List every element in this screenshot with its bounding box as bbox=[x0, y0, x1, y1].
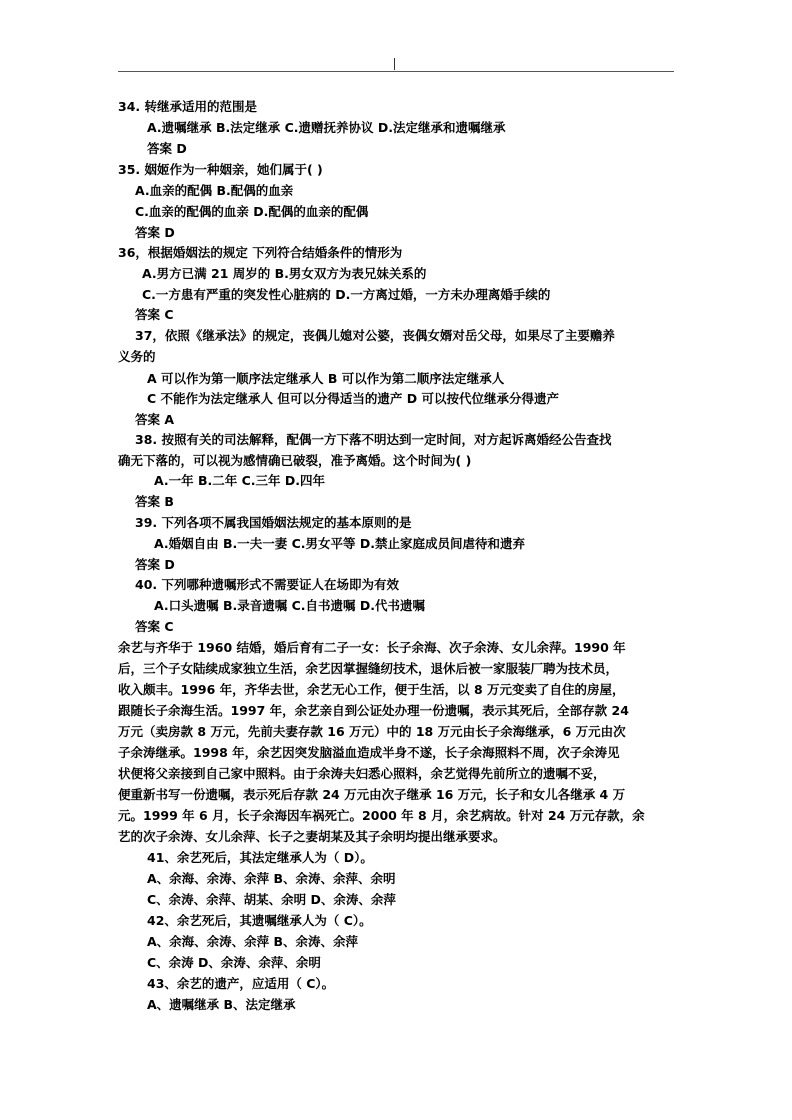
question-40: 40. 下列哪种遗嘱形式不需要证人在场即为有效 bbox=[135, 577, 399, 592]
question-39-options: A.婚姻自由 B.一夫一妻 C.男女平等 D.禁止家庭成员间虐待和遗弃 bbox=[154, 536, 526, 551]
question-34-options: A.遗嘱继承 B.法定继承 C.遗赠抚养协议 D.法定继承和遗嘱继承 bbox=[147, 120, 506, 135]
question-36-options-ab: A.男方已满 21 周岁的 B.男女双方为表兄妹关系的 bbox=[142, 266, 427, 281]
case-paragraph-line-8: 便重新书写一份遗嘱，表示死后存款 24 万元由次子继承 16 万元，长子和女儿各继承 4 万 bbox=[118, 787, 626, 802]
question-37-line-2: 义务的 bbox=[118, 349, 156, 364]
question-35-options-cd: C.血亲的配偶的血亲 D.配偶的血亲的配偶 bbox=[135, 204, 369, 219]
question-38-line-2: 确无下落的，可以视为感情确已破裂，准予离婚。这个时间为( ) bbox=[118, 453, 472, 468]
question-36-answer: 答案 C bbox=[135, 307, 174, 322]
header-mark bbox=[394, 58, 395, 70]
question-41: 41、余艺死后，其法定继承人为（ D）。 bbox=[147, 850, 373, 865]
question-35-answer: 答案 D bbox=[135, 225, 175, 240]
question-34: 34. 转继承适用的范围是 bbox=[118, 99, 257, 114]
question-38-answer: 答案 B bbox=[135, 494, 174, 509]
question-39-answer: 答案 D bbox=[135, 557, 175, 572]
case-paragraph-line-5: 万元（卖房款 8 万元，先前夫妻存款 16 万元）中的 18 万元由长子余海继承，6 万元由次 bbox=[118, 724, 626, 739]
question-37-options-ab: A 可以作为第一顺序法定继承人 B 可以作为第二顺序法定继承人 bbox=[147, 371, 505, 386]
question-37-options-cd: C 不能作为法定继承人 但可以分得适当的遗产 D 可以按代位继承分得遗产 bbox=[147, 391, 559, 406]
case-paragraph-line-9: 元。1999 年 6 月，长子余海因车祸死亡。2000 年 8 月，余艺病故。针对 24 万元存款，余 bbox=[118, 808, 645, 823]
question-40-options: A.口头遗嘱 B.录音遗嘱 C.自书遗嘱 D.代书遗嘱 bbox=[154, 598, 426, 613]
question-41-options-cd: C、余涛、余萍、胡某、余明 D、余涛、余萍 bbox=[147, 892, 396, 907]
question-37-line-1: 37，依照《继承法》的规定，丧偶儿媳对公婆，丧偶女婿对岳父母，如果尽了主要赡养 bbox=[135, 328, 615, 343]
question-36: 36，根据婚姻法的规定 下列符合结婚条件的情形为 bbox=[118, 245, 403, 260]
case-paragraph-line-10: 艺的次子余涛、女儿余萍、长子之妻胡某及其子余明均提出继承要求。 bbox=[118, 829, 506, 844]
question-37-answer: 答案 A bbox=[135, 412, 175, 427]
case-paragraph-line-6: 子余涛继承。1998 年，余艺因突发脑溢血造成半身不遂，长子余海照料不周，次子余涛见 bbox=[118, 745, 620, 760]
question-40-answer: 答案 C bbox=[135, 619, 174, 634]
case-paragraph-line-2: 后，三个子女陆续成家独立生活，余艺因掌握缝纫技术，退休后被一家服装厂聘为技术员， bbox=[118, 661, 619, 676]
question-41-options-ab: A、余海、余涛、余萍 B、余涛、余萍、余明 bbox=[147, 871, 396, 886]
question-38-options: A.一年 B.二年 C.三年 D.四年 bbox=[154, 473, 326, 488]
question-42: 42、余艺死后，其遗嘱继承人为（ C）。 bbox=[147, 913, 372, 928]
question-38-line-1: 38. 按照有关的司法解释，配偶一方下落不明达到一定时间，对方起诉离婚经公告查找 bbox=[135, 432, 612, 447]
header-rule bbox=[118, 71, 674, 72]
question-39: 39. 下列各项不属我国婚姻法规定的基本原则的是 bbox=[135, 515, 412, 530]
question-42-options-ab: A、余海、余涛、余萍 B、余涛、余萍 bbox=[147, 934, 359, 949]
question-42-options-cd: C、余涛 D、余涛、余萍、余明 bbox=[147, 955, 321, 970]
question-35: 35. 姻姬作为一种姻亲，她们属于( ) bbox=[118, 162, 323, 177]
question-43: 43、余艺的遗产，应适用（ C）。 bbox=[147, 976, 335, 991]
question-43-options-ab: A、遗嘱继承 B、法定继承 bbox=[147, 997, 296, 1012]
question-36-options-cd: C.一方患有严重的突发性心脏病的 D.一方离过婚，一方未办理离婚手续的 bbox=[142, 287, 551, 302]
question-34-answer: 答案 D bbox=[147, 141, 187, 156]
case-paragraph-line-1: 余艺与齐华于 1960 结婚，婚后育有二子一女：长子余海、次子余涛、女儿余萍。1990 年 bbox=[118, 640, 626, 655]
case-paragraph-line-4: 跟随长子余海生活。1997 年，余艺亲自到公证处办理一份遗嘱，表示其死后，全部存款 24 bbox=[118, 703, 629, 718]
case-paragraph-line-7: 状便将父亲接到自己家中照料。由于余涛夫妇悉心照料，余艺觉得先前所立的遗嘱不妥， bbox=[118, 766, 606, 781]
case-paragraph-line-3: 收入颇丰。1996 年，齐华去世，余艺无心工作，便于生活，以 8 万元变卖了自住的房屋， bbox=[118, 682, 625, 697]
question-35-options-ab: A.血亲的配偶 B.配偶的血亲 bbox=[135, 183, 294, 198]
